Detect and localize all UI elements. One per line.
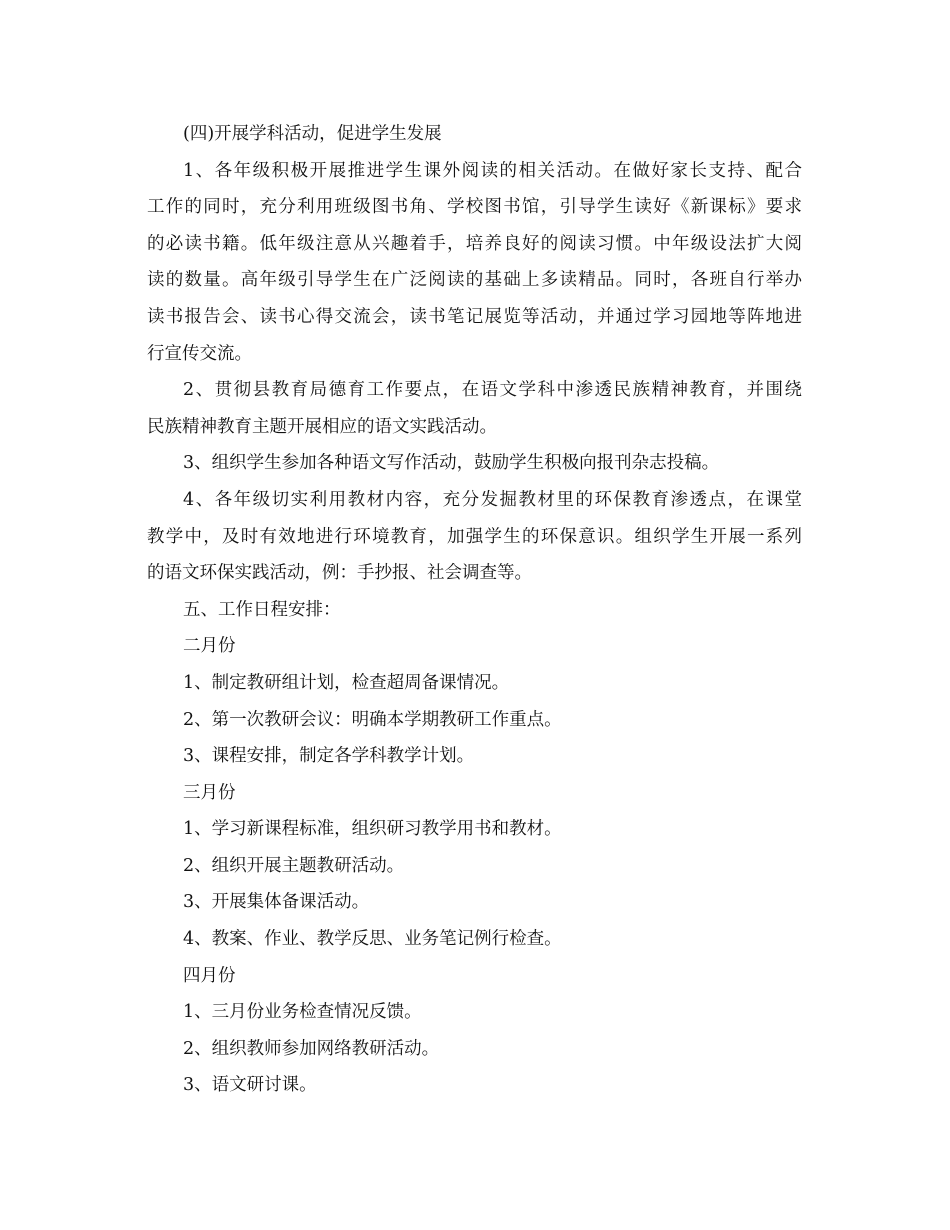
paragraph-line: 读书报告会、读书心得交流会，读书笔记展览等活动，并通过学习园地等阵地进 [147,306,802,327]
list-item: 2、组织开展主题教研活动。 [183,855,405,876]
section-heading: 五、工作日程安排： [183,599,341,620]
list-item: 1、学习新课程标准，组织研习教学用书和教材。 [183,819,562,840]
list-item: 3、课程安排，制定各学科教学计划。 [183,746,475,767]
month-heading: 二月份 [183,636,236,657]
paragraph-line: 的语文环保实践活动，例：手抄报、社会调查等。 [147,563,532,584]
document-body [147,116,802,1104]
list-item: 1、三月份业务检查情况反馈。 [183,1002,422,1023]
list-item: 3、语文研讨课。 [183,1075,317,1096]
month-heading: 三月份 [183,782,236,803]
list-item: 2、组织教师参加网络教研活动。 [183,1038,440,1059]
paragraph-line: 行宣传交流。 [147,343,252,364]
paragraph-line: 4、各年级切实利用教材内容，充分发掘教材里的环保教育渗透点，在课堂 [183,489,802,510]
list-item: 1、制定教研组计划，检查超周备课情况。 [183,672,510,693]
list-item: 3、开展集体备课活动。 [183,892,370,913]
paragraph-line: 的必读书籍。低年级注意从兴趣着手，培养良好的阅读习惯。中年级设法扩大阅 [147,233,802,254]
paragraph-line: 工作的同时，充分利用班级图书角、学校图书馆，引导学生读好《新课标》要求 [147,197,802,218]
paragraph-line: 1、各年级积极开展推进学生课外阅读的相关活动。在做好家长支持、配合 [183,160,802,181]
paragraph-line: 读的数量。高年级引导学生在广泛阅读的基础上多读精品。同时，各班自行举办 [147,270,802,291]
section-heading: (四)开展学科活动，促进学生发展 [183,124,442,144]
month-heading: 四月份 [183,965,236,986]
paragraph-line: 民族精神教育主题开展相应的语文实践活动。 [147,416,497,437]
list-item: 2、第一次教研会议：明确本学期教研工作重点。 [183,709,562,730]
paragraph-line: 3、组织学生参加各种语文写作活动，鼓励学生积极向报刊杂志投稿。 [183,453,720,474]
paragraph-line: 教学中，及时有效地进行环境教育，加强学生的环保意识。组织学生开展一系列 [147,526,802,547]
paragraph-line: 2、贯彻县教育局德育工作要点，在语文学科中渗透民族精神教育，并围绕 [183,380,802,401]
list-item: 4、教案、作业、教学反思、业务笔记例行检查。 [183,929,562,950]
